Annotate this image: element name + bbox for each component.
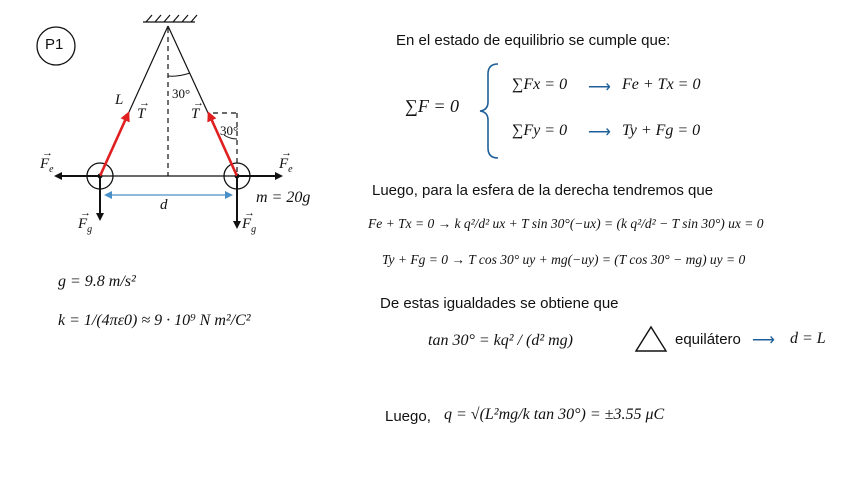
tangent-equation: tan 30° = kq² / (d² mg) — [428, 332, 573, 349]
length-label: L — [115, 92, 124, 108]
d-equals-l: d = L — [790, 330, 826, 347]
triangle-icon — [636, 327, 666, 351]
fx-result-eq: Fe + Tx = 0 — [622, 76, 701, 93]
ceiling-support — [143, 15, 197, 22]
equilibrium-intro: En el estado de equilibrio se cumple que: — [396, 32, 671, 49]
igualdades-intro: De estas igualdades se obtiene que — [380, 295, 619, 312]
sum-force-eq: ∑F = 0 — [405, 96, 459, 116]
fe-left-label: → $F_e$ — [40, 147, 54, 175]
x-component-equation: Fe + Tx = 0 → k q²/d² ux + T sin 30°(−ux) = (k q²/d² − T sin 30°) ux = 0 — [368, 216, 764, 231]
equilateral-label: equilátero — [675, 331, 741, 348]
fy-result-eq: Ty + Fg = 0 — [622, 122, 701, 139]
fe-right-label: → $F_e$ — [279, 147, 293, 175]
arrow-icon: ⟶ — [752, 332, 775, 349]
luego-q-label: Luego, — [385, 408, 431, 425]
distance-label: d — [160, 197, 168, 213]
top-angle-label: 30° — [172, 86, 191, 101]
luego-intro: Luego, para la esfera de la derecha tendremos que — [372, 182, 714, 199]
right-angle-label: 30° — [220, 123, 239, 138]
problem-label: P1 — [45, 36, 64, 53]
tension-left-arrow — [100, 114, 128, 176]
sum-fx-eq: ∑Fx = 0 — [512, 76, 568, 93]
mass-label: m = 20g — [256, 189, 311, 206]
arrow-icon: ⟶ — [588, 124, 611, 141]
fg-right-label: → $F_g$ — [242, 207, 257, 235]
gravity-value: g = 9.8 m/s² — [58, 273, 136, 290]
top-angle-arc — [168, 73, 190, 76]
brace-icon — [478, 62, 500, 160]
tension-right-label: → T — [191, 97, 204, 122]
sum-fy-eq: ∑Fy = 0 — [512, 122, 568, 139]
y-component-equation: Ty + Fg = 0 → T cos 30° uy + mg(−uy) = (T cos 30° − mg) uy = 0 — [382, 252, 746, 267]
coulomb-constant: k = 1/(4πε0) ≈ 9 · 10⁹ N m²/C² — [58, 312, 251, 329]
tension-left-label: → T — [137, 97, 150, 122]
charge-result: q = √(L²mg/k tan 30°) = ±3.55 μC — [444, 406, 665, 423]
arrow-icon: ⟶ — [588, 79, 611, 96]
fg-left-label: → $F_g$ — [78, 207, 93, 235]
